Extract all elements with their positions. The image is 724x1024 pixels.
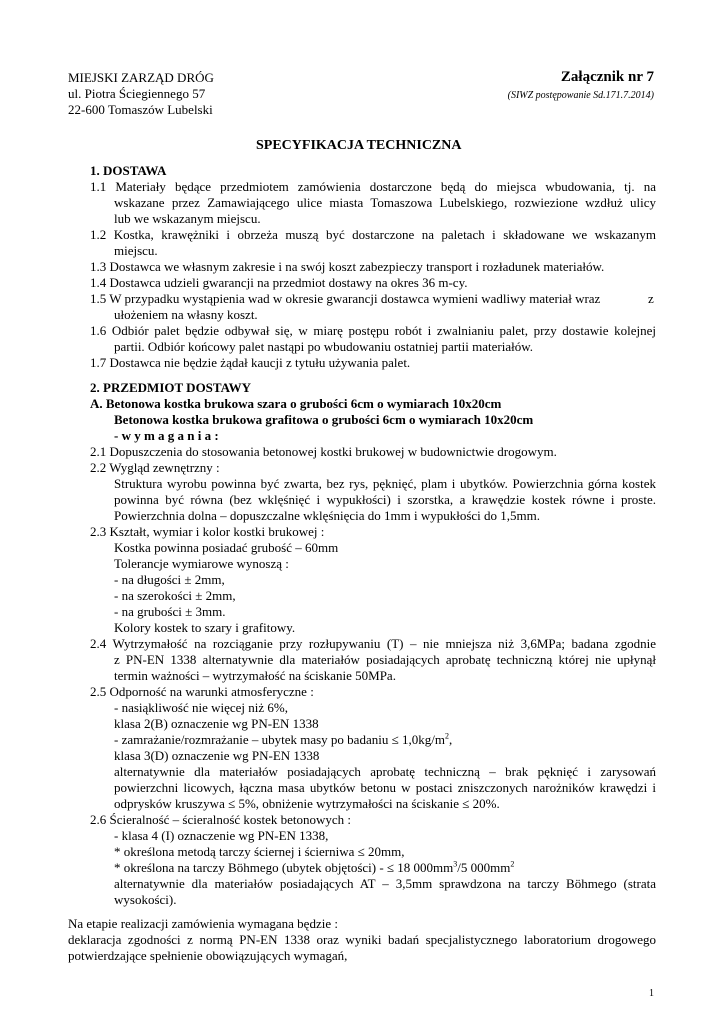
s2-p2-6-alt-line2: wysokości).: [114, 892, 177, 907]
s1-p1-5-trailing: z: [648, 291, 654, 306]
closing-line3: potwierdzające spełnienie obowiązujących wymagań,: [68, 948, 348, 963]
section-1-heading: 1. DOSTAWA: [90, 163, 167, 178]
s1-p1-2-line1: 1.2 Kostka, krawężniki i obrzeża muszą być dostarczone na paletach i składowane we wskazanym: [90, 227, 656, 242]
s2-p2-3-tolerances: Tolerancje wymiarowe wynoszą :: [114, 556, 289, 571]
s2-p2-2-line2: powinna być równa (bez wklęśnięć i wypukłości) i szorstka, a krawędzie kostek równe i proste.: [114, 492, 656, 507]
s1-p1-4: 1.4 Dostawca udzieli gwarancji na przedmiot dostawy na okres 36 m-cy.: [90, 275, 468, 290]
s2-p2-3: 2.3 Kształt, wymiar i kolor kostki brukowej :: [90, 524, 325, 539]
s2-p2-1: 2.1 Dopuszczenia do stosowania betonowej kostki brukowej w budownictwie drogowym.: [90, 444, 557, 459]
item-a-line1: A. Betonowa kostka brukowa szara o grubości 6cm o wymiarach 10x20cm: [90, 396, 502, 411]
s1-p1-2-line2: miejscu.: [114, 243, 158, 258]
s2-p2-5-alt-line3: odprysków kruszywa ≤ 5%, obniżenie wytrzymałości na ściskanie ≤ 20%.: [114, 796, 500, 811]
s2-p2-6-abrasive: * określona metodą tarczy ściernej i ścierniwa ≤ 20mm,: [114, 844, 405, 859]
tender-reference: (SIWZ postępowanie Sd.171.7.2014): [507, 90, 654, 101]
s2-p2-4-line1: 2.4 Wytrzymałość na rozciąganie przy rozłupywaniu (T) – nie mniejsza niż 3,6MPa; badana zgodnie: [90, 636, 656, 651]
s2-p2-5-class-d: klasa 3(D) oznaczenie wg PN-EN 1338: [114, 748, 320, 763]
s2-p2-6-alt-line1: alternatywnie dla materiałów posiadających AT – 3,5mm sprawdzona na tarczy Böhmego (strata: [114, 876, 656, 891]
s2-p2-4-line3: termin ważności – wytrzymałość na ściskanie 50MPa.: [114, 668, 396, 683]
org-name: MIEJSKI ZARZĄD DRÓG: [68, 70, 214, 85]
s2-p2-6-class4: - klasa 4 (I) oznaczenie wg PN-EN 1338,: [114, 828, 329, 843]
item-a-line2: Betonowa kostka brukowa grafitowa o grubości 6cm o wymiarach 10x20cm: [114, 412, 534, 427]
s2-p2-2-line1: Struktura wyrobu powinna być zwarta, bez rys, pęknięć, plam i ubytków. Powierzchnia górna kostek: [114, 476, 656, 491]
s1-p1-3: 1.3 Dostawca we własnym zakresie i na swój koszt zabezpieczy transport i rozładunek materiałów.: [90, 259, 605, 274]
s2-p2-2: 2.2 Wygląd zewnętrzny :: [90, 460, 220, 475]
closing-line1: Na etapie realizacji zamówienia wymagana będzie :: [68, 916, 338, 931]
s1-p1-6-line2: partii. Odbiór końcowy palet nastąpi po wbudowaniu ostatniej partii materiałów.: [114, 339, 534, 354]
s2-p2-6: 2.6 Ścieralność – ścieralność kostek betonowych :: [90, 812, 352, 827]
requirements-label: - w y m a g a n i a :: [114, 428, 219, 443]
s2-p2-3-length: - na długości ± 2mm,: [114, 572, 225, 587]
s1-p1-1-line3: lub we wskazanym miejscu.: [114, 211, 261, 226]
s1-p1-5-line2: ułożeniem na własny koszt.: [114, 307, 258, 322]
document-title: SPECYFIKACJA TECHNICZNA: [256, 138, 462, 153]
closing-line2: deklaracja zgodności z normą PN-EN 1338 oraz wyniki badań specjalistycznego laboratorium drogowego: [68, 932, 656, 947]
s2-p2-3-thickness-tol: - na grubości ± 3mm.: [114, 604, 226, 619]
annex-label: Załącznik nr 7: [560, 69, 654, 85]
s2-p2-3-width: - na szerokości ± 2mm,: [114, 588, 236, 603]
org-address-street: ul. Piotra Ściegiennego 57: [68, 86, 206, 101]
s2-p2-5-alt-line2: powierzchni licowych, łączna masa ubytków betonu w postaci zniszczonych narożników krawędzi i: [114, 780, 656, 795]
s1-p1-6-line1: 1.6 Odbiór palet będzie odbywał się, w miarę postępu robót i zwalnianiu palet, przy dostawie kolejnej: [90, 323, 656, 338]
s2-p2-4-line2: z PN-EN 1338 alternatywnie dla materiałów posiadających aprobatę techniczną której nie upłynął: [114, 652, 656, 667]
s1-p1-7: 1.7 Dostawca nie będzie żądał kaucji z tytułu używania palet.: [90, 355, 411, 370]
s2-p2-3-thickness: Kostka powinna posiadać grubość – 60mm: [114, 540, 339, 555]
org-address-city: 22-600 Tomaszów Lubelski: [68, 102, 213, 117]
s2-p2-2-line3: Powierzchnia dolna – dopuszczalne wklęśnięcia do 1mm i wypukłości do 1,5mm.: [114, 508, 541, 523]
s1-p1-1-line1: 1.1 Materiały będące przedmiotem zamówienia dostarczone będą do miejsca wbudowania, tj. na: [90, 179, 656, 194]
s2-p2-5-freeze-thaw: - zamrażanie/rozmrażanie – ubytek masy po badaniu ≤ $1,0kg/m^2$,: [114, 731, 453, 747]
s2-p2-5: 2.5 Odporność na warunki atmosferyczne :: [90, 684, 314, 699]
section-2-heading: 2. PRZEDMIOT DOSTAWY: [90, 380, 251, 395]
s2-p2-5-absorption: - nasiąkliwość nie więcej niż 6%,: [114, 700, 288, 715]
page-number: 1: [649, 988, 654, 999]
s2-p2-6-bohme: * określona na tarczy Böhmego (ubytek objętości) - ≤ 18 $000mm^3/5$ $000mm^2$: [114, 859, 515, 875]
s2-p2-5-alt-line1: alternatywnie dla materiałów posiadających aprobatę techniczną – brak pęknięć i zarysowań: [114, 764, 656, 779]
s1-p1-5-line1: 1.5 W przypadku wystąpienia wad w okresie gwarancji dostawca wymieni wadliwy materiał wraz: [90, 291, 601, 306]
s1-p1-1-line2: wskazane przez Zamawiającego ulice miasta Tomaszowa Lubelskiego, rozwiezione wzdłuż ulicy: [114, 195, 656, 210]
s2-p2-3-colors: Kolory kostek to szary i grafitowy.: [114, 620, 296, 635]
s2-p2-5-class-b: klasa 2(B) oznaczenie wg PN-EN 1338: [114, 716, 319, 731]
